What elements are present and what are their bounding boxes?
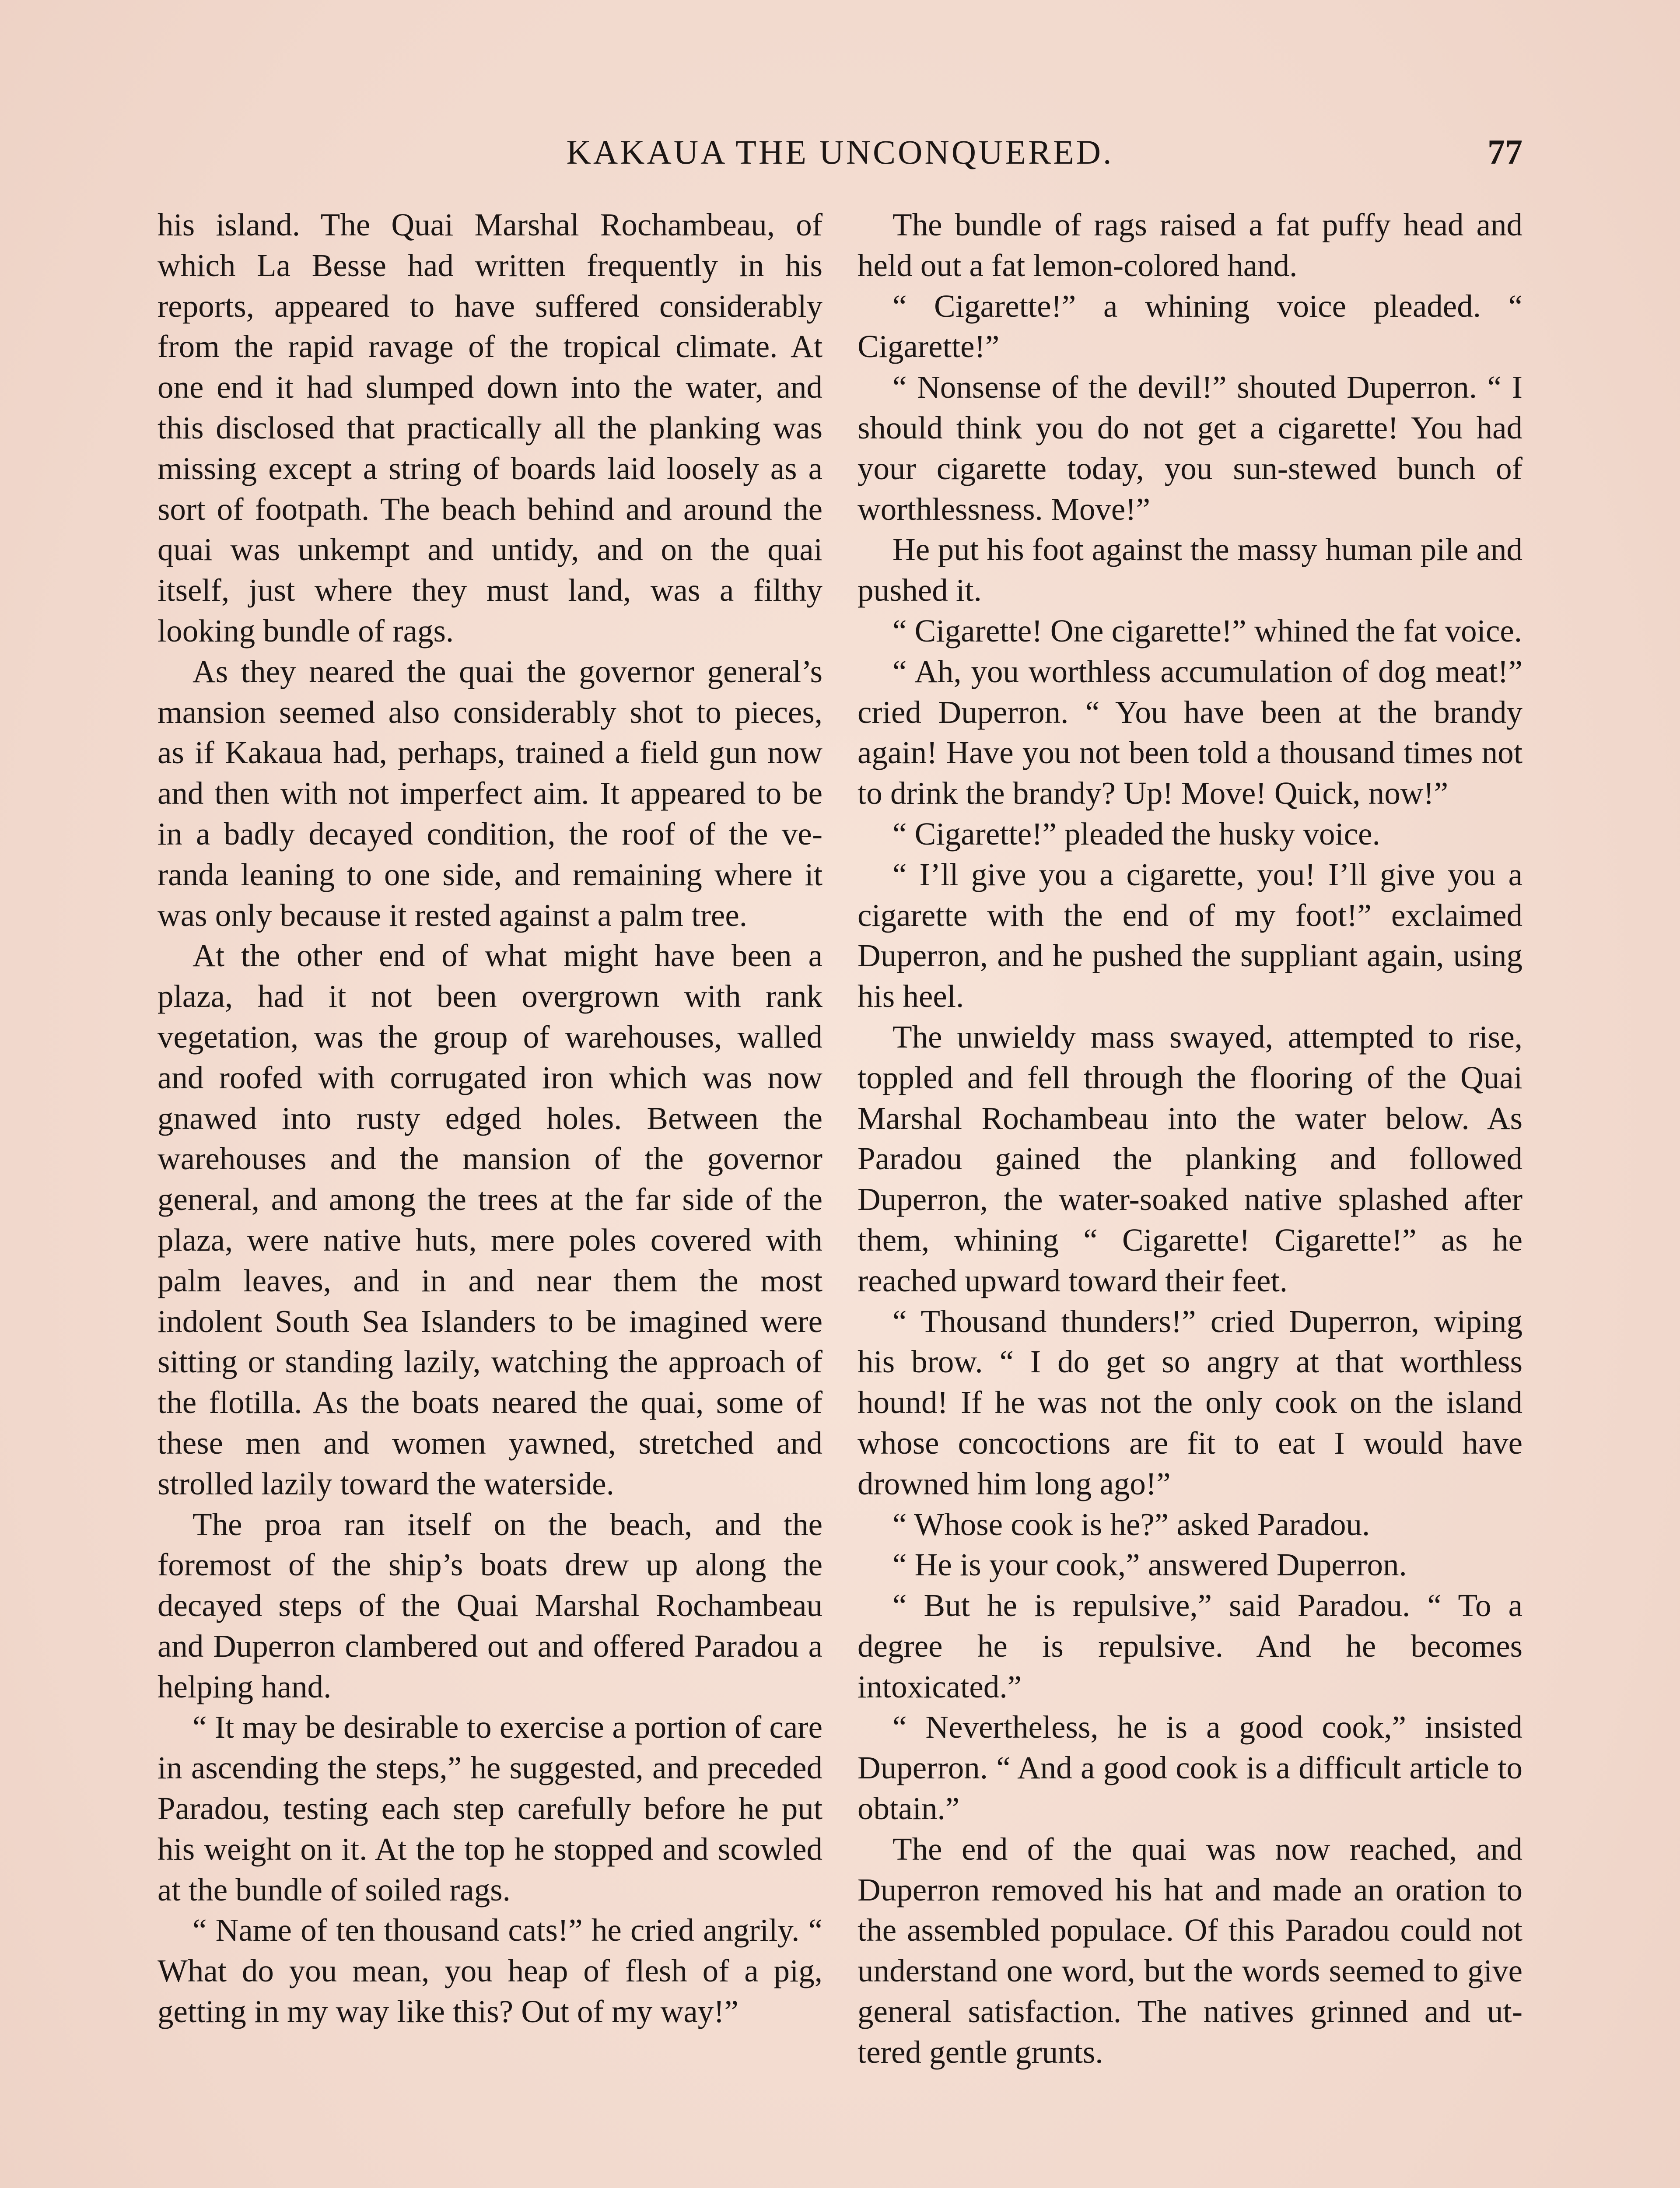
- paragraph: “ Cigarette!” pleaded the husky voice.: [892, 816, 1380, 852]
- paragraph: “ Cigarette! One cigarette!” whined the fat voice.: [892, 613, 1522, 649]
- paragraph: “ Nevertheless, he is a good cook,” insisted Duperron. “ And a good cook is a difficult article to obtain.”: [858, 1709, 1522, 1827]
- paragraph: The unwieldy mass swayed, attempted to rise, toppled and fell through the flooring of the Quai Marshal Rochambeau into the water below. As Paradou gained the planking and followed Duperron, the water-soaked native splashed after them, whining “ Cigarette! Cigarette!” as he reached upward toward their feet.: [858, 1019, 1522, 1298]
- paragraph: “ Nonsense of the devil!” shouted Duperron. “ I should think you do not get a cigarette! You had your cigarette today, you sun-stewed bunch of worthlessness. Move!”: [858, 369, 1522, 527]
- paragraph: his island. The Quai Marshal Rochambeau, of which La Besse had written frequently in his reports, appeared to have suffered considerably from the rapid ravage of the tropical climate. At one end it had slumped down into the water, and this disclosed that practically all the planking was missing except a string of boards laid loosely as a sort of footpath. The beach behind and around the quai was unkempt and untidy, and on the quai itself, just where they must land, was a filthy looking bundle of rags.: [158, 207, 822, 649]
- paragraph: “ I’ll give you a cigarette, you! I’ll give you a cigarette with the end of my foot!” exclaimed Duperron, and he pushed the suppliant again, using his heel.: [858, 856, 1522, 1014]
- paragraph: “ Name of ten thousand cats!” he cried angrily. “ What do you mean, you heap of flesh of a pig, getting in my way like this? Out of my way!”: [158, 1912, 822, 2030]
- paragraph: “ Cigarette!” a whining voice pleaded. “ Cigarette!”: [858, 288, 1522, 365]
- paragraph: “ Ah, you worthless accumulation of dog meat!” cried Duperron. “ You have been at the brandy again! Have you not been told a thousand times not to drink the brandy? Up! Move! Quick, now!”: [858, 653, 1522, 811]
- right-column: [858, 205, 1522, 2073]
- running-head: [158, 126, 1522, 179]
- paragraph: He put his foot against the massy human pile and pushed it.: [858, 532, 1522, 608]
- paragraph: At the other end of what might have been a plaza, had it not been overgrown with rank vegetation, was the group of warehouses, walled and roofed with corrugated iron which was now gnawed into rusty edged holes. Between the warehouses and the mansion of the governor general, and among the trees at the far side of the plaza, were native huts, mere poles covered with palm leaves, and in and near them the most indolent South Sea Islanders to be imagined were sitting or standing lazily, watching the approach of the flotilla. As the boats neared the quai, some of these men and women yawned, stretched and strolled lazily toward the waterside.: [158, 938, 822, 1501]
- chapter-title: KAKAUA THE UNCONQUERED.: [566, 133, 1114, 171]
- paragraph: The end of the quai was now reached, and Duperron removed his hat and made an oration to the assembled populace. Of this Paradou could not understand one word, but the words seemed to give general satisfaction. The natives grinned and uttered gentle grunts.: [858, 1831, 1522, 2070]
- paragraph: “ It may be desirable to exercise a portion of care in ascending the steps,” he suggested, and preceded Paradou, testing each step carefully before he put his weight on it. At the top he stopped and scowled at the bundle of soiled rags.: [158, 1709, 822, 1907]
- paragraph: “ He is your cook,” answered Duperron.: [892, 1547, 1407, 1583]
- left-column: [158, 205, 822, 2032]
- paragraph: “ Thousand thunders!” cried Duperron, wiping his brow. “ I do get so angry at that worthless hound! If he was not the only cook on the island whose concoctions are fit to eat I would have drowned him long ago!”: [858, 1303, 1522, 1501]
- paragraph: As they neared the quai the governor general’s mansion seemed also considerably shot to pieces, as if Kakaua had, perhaps, trained a field gun now and then with not imperfect aim. It appeared to be in a badly decayed condition, the roof of the veranda leaning to one side, and remaining where it was only because it rested against a palm tree.: [158, 653, 822, 933]
- paragraph: “ Whose cook is he?” asked Paradou.: [892, 1506, 1370, 1542]
- paragraph: The proa ran itself on the beach, and the foremost of the ship’s boats drew up along the decayed steps of the Quai Marshal Rochambeau and Duperron clambered out and offered Paradou a helping hand.: [158, 1506, 822, 1704]
- paragraph: “ But he is repulsive,” said Paradou. “ To a degree he is repulsive. And he becomes intoxicated.”: [858, 1588, 1522, 1704]
- paragraph: The bundle of rags raised a fat puffy head and held out a fat lemon-colored hand.: [858, 207, 1522, 283]
- page-number: 77: [1488, 133, 1522, 172]
